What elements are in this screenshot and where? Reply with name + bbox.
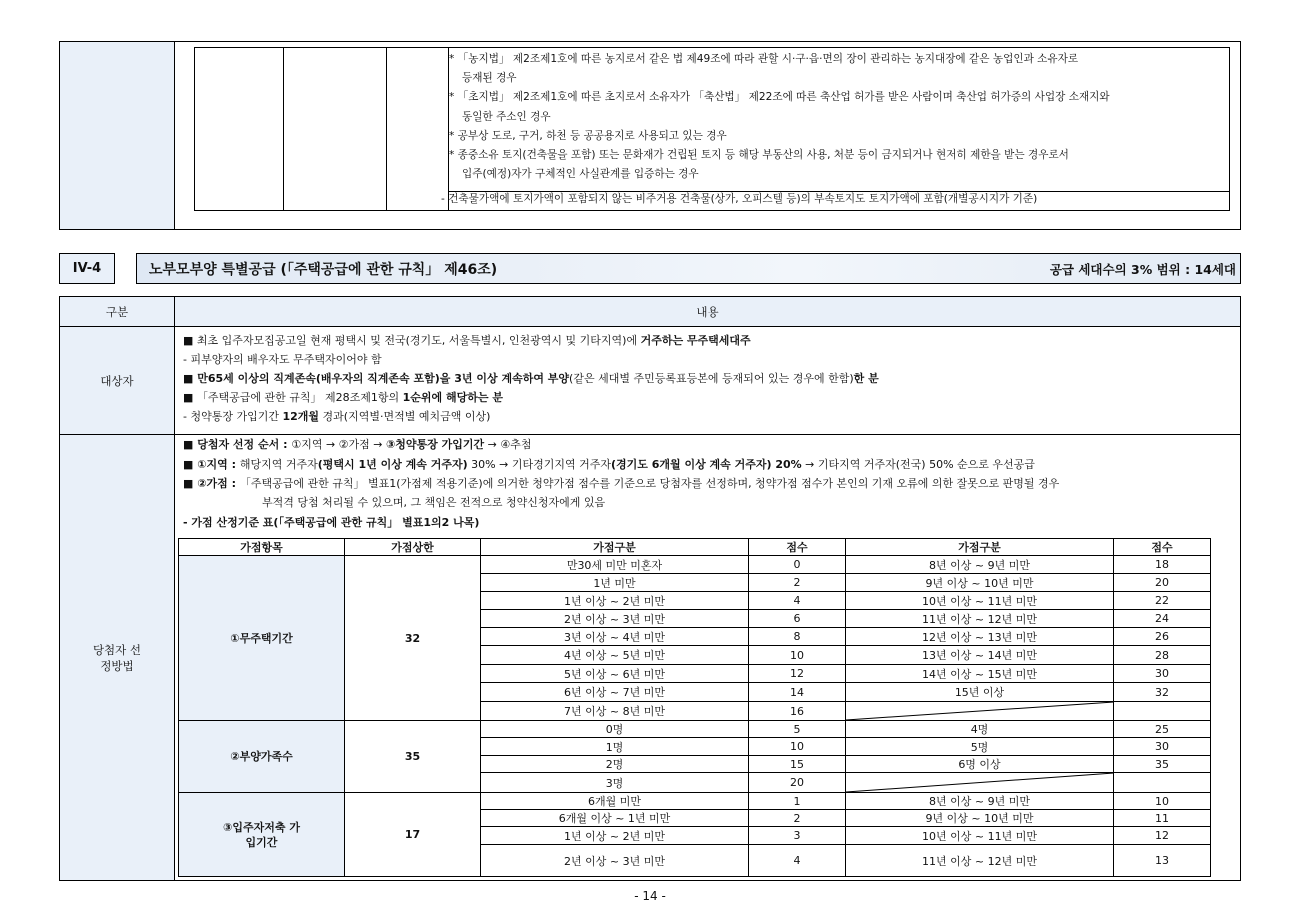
target-line-4: ■ 「주택공급에 관한 규칙」 제28조제1항의 1순위에 해당하는 분 [183, 391, 503, 404]
selection-line-5: - 가점 산정기준 표(「주택공급에 관한 규칙」 별표1의2 나목) [183, 516, 480, 529]
note-line: - 건축물가액에 토지가액이 포함되지 않는 비주거용 건축물(상가, 오피스텔 등)의 부속토지도 토지가액에 포함(개별공시지가 기준) [441, 193, 1038, 205]
score-points: 14 [749, 683, 846, 702]
score-range: 0명 [481, 721, 749, 738]
score-range: 9년 이상 ~ 10년 미만 [846, 574, 1114, 592]
prior-inner-table [194, 47, 1230, 211]
score-range: 1년 미만 [481, 574, 749, 592]
empty-cell [1114, 702, 1210, 721]
score-points: 22 [1114, 592, 1210, 610]
score-range: 12년 이상 ~ 13년 미만 [846, 628, 1114, 646]
score-range: 8년 이상 ~ 9년 미만 [846, 556, 1114, 574]
score-points: 4 [749, 592, 846, 610]
header-category: 구분 [60, 297, 175, 327]
score-range: 1년 이상 ~ 2년 미만 [481, 592, 749, 610]
score-points: 11 [1114, 810, 1210, 827]
score-range: 5년 이상 ~ 6년 미만 [481, 665, 749, 683]
score-points: 3 [749, 827, 846, 845]
diagonal-slash [846, 773, 1114, 792]
score-points: 18 [1114, 556, 1210, 574]
score-range: 10년 이상 ~ 11년 미만 [846, 592, 1114, 610]
score-item-label: ③입주자저축 가입기간 [179, 793, 345, 876]
prior-inner-col [195, 48, 284, 210]
score-range: 13년 이상 ~ 14년 미만 [846, 646, 1114, 665]
score-range: 만30세 미만 미혼자 [481, 556, 749, 574]
score-range: 6명 이상 [846, 756, 1114, 773]
score-range: 4년 이상 ~ 5년 미만 [481, 646, 749, 665]
prior-table-label-cell [60, 42, 175, 229]
score-range: 6개월 미만 [481, 793, 749, 810]
score-range: 14년 이상 ~ 15년 미만 [846, 665, 1114, 683]
score-limit: 17 [345, 793, 481, 876]
score-points: 5 [749, 721, 846, 738]
score-item-label: ②부양가족수 [179, 721, 345, 793]
score-points: 16 [749, 702, 846, 721]
target-label: 대상자 [60, 327, 175, 435]
section-title: 노부모부양 특별공급 (「주택공급에 관한 규칙」 제46조) [149, 261, 498, 278]
target-line-2: - 피부양자의 배우자도 무주택자이어야 함 [183, 353, 382, 366]
score-points: 10 [749, 646, 846, 665]
score-range: 3년 이상 ~ 4년 미만 [481, 628, 749, 646]
empty-cell [1114, 773, 1210, 793]
note-line: * 「농지법」 제2조제1호에 따른 농지로서 같은 법 제49조에 따라 관할 시·구·읍·면의 장이 관리하는 농지대장에 같은 농업인과 소유자로 [449, 53, 1079, 65]
score-range: 2명 [481, 756, 749, 773]
score-range: 11년 이상 ~ 12년 미만 [846, 845, 1114, 876]
score-points: 13 [1155, 854, 1169, 867]
prior-inner-col [284, 48, 387, 210]
section-title-bar [136, 253, 1241, 284]
score-range: 6년 이상 ~ 7년 미만 [481, 683, 749, 702]
score-header: 가점상한 [345, 539, 481, 556]
score-range: 6개월 이상 ~ 1년 미만 [481, 810, 749, 827]
score-limit: 32 [345, 556, 481, 721]
score-points: 10 [749, 738, 846, 756]
score-points: 12 [1114, 827, 1210, 845]
page-number: - 14 - [634, 889, 666, 903]
score-points: 12 [749, 665, 846, 683]
score-points: 2 [749, 574, 846, 592]
selection-line-4: 부적격 당첨 처리될 수 있으며, 그 책임은 전적으로 청약신청자에게 있음 [262, 496, 606, 509]
score-points: 28 [1114, 646, 1210, 665]
header-content: 내용 [175, 297, 1240, 327]
target-content-cell [175, 327, 1240, 435]
score-points: 4 [749, 845, 846, 876]
score-header: 가점구분 [846, 539, 1114, 556]
score-points: 0 [749, 556, 846, 574]
score-header: 점수 [1114, 539, 1210, 556]
score-points: 10 [1114, 793, 1210, 810]
score-points: 15 [749, 756, 846, 773]
selection-label: 당첨자 선정방법 [60, 435, 175, 880]
score-table [178, 538, 1211, 877]
score-points: 20 [749, 773, 846, 793]
prior-table [59, 41, 1241, 230]
supply-count: 공급 세대수의 3% 범위 : 14세대 [1049, 261, 1236, 277]
score-points: 1 [749, 793, 846, 810]
score-range: 2년 이상 ~ 3년 미만 [481, 610, 749, 628]
score-points: 35 [1114, 756, 1210, 773]
score-range: 7년 이상 ~ 8년 미만 [481, 702, 749, 721]
score-range: 4명 [846, 721, 1114, 738]
diagonal-slash [846, 702, 1114, 720]
score-points: 25 [1114, 721, 1210, 738]
note-line: 입주(예정)자가 구체적인 사실관계를 입증하는 경우 [462, 168, 699, 180]
score-points: 2 [749, 810, 846, 827]
score-points: 6 [749, 610, 846, 628]
note-line: * 종중소유 토지(건축물을 포함) 또는 문화재가 건립된 토지 등 해당 부동산의 사용, 처분 등이 금지되거나 현저히 제한을 받는 경우로서 [449, 149, 1069, 161]
score-header: 가점항목 [179, 539, 345, 556]
score-range: 8년 이상 ~ 9년 미만 [846, 793, 1114, 810]
note-line: * 「초지법」 제2조제1호에 따른 초지로서 소유자가 「축산법」 제22조에 따른 축산업 허가를 받은 사람이며 축산업 허가증의 사업장 소재지와 [449, 91, 1110, 103]
score-range: 1명 [481, 738, 749, 756]
score-range: 1년 이상 ~ 2년 미만 [481, 827, 749, 845]
score-points: 30 [1114, 665, 1210, 683]
target-line-3: ■ 만65세 이상의 직계존속(배우자의 직계존속 포함)을 3년 이상 계속하여 부양(같은 세대별 주민등록표등본에 등재되어 있는 경우에 한함)한 분 [183, 372, 879, 385]
score-range: 9년 이상 ~ 10년 미만 [846, 810, 1114, 827]
selection-line-2: ■ ①지역 : 해당지역 거주자(평택시 1년 이상 계속 거주자) 30% → 기타경기지역 거주자(경기도 6개월 이상 계속 거주자) 20% → 기타지역 거주자(전국) 50% 순으로 우선공급 [183, 458, 1035, 471]
target-line-5: - 청약통장 가입기간 12개월 경과(지역별·면적별 예치금액 이상) [183, 410, 491, 423]
score-points: 8 [749, 628, 846, 646]
score-range: 5명 [846, 738, 1114, 756]
score-points: 24 [1114, 610, 1210, 628]
score-range: 2년 이상 ~ 3년 미만 [481, 845, 749, 876]
score-range: 15년 이상 [846, 683, 1114, 702]
score-points: 30 [1114, 738, 1210, 756]
score-points: 20 [1114, 574, 1210, 592]
note-line: 등재된 경우 [462, 72, 517, 84]
target-line-1: ■ 최초 입주자모집공고일 현재 평택시 및 전국(경기도, 서울특별시, 인천광역시 및 기타지역)에 거주하는 무주택세대주 [183, 334, 751, 347]
score-range: 3명 [481, 773, 749, 793]
note-line: 동일한 주소인 경우 [462, 111, 551, 123]
score-range: 11년 이상 ~ 12년 미만 [846, 610, 1114, 628]
selection-line-1: ■ 당첨자 선정 순서 : ①지역 → ②가점 → ③청약통장 가입기간 → ④추첨 [183, 438, 532, 451]
prior-inner-col [387, 48, 449, 210]
score-header: 가점구분 [481, 539, 749, 556]
note-line: * 공부상 도로, 구거, 하천 등 공공용지로 사용되고 있는 경우 [449, 130, 727, 142]
score-header: 점수 [749, 539, 846, 556]
section-number: IV-4 [59, 253, 115, 284]
score-range: 10년 이상 ~ 11년 미만 [846, 827, 1114, 845]
score-limit: 35 [345, 721, 481, 793]
score-points: 32 [1114, 683, 1210, 702]
score-points: 26 [1114, 628, 1210, 646]
score-item-label: ①무주택기간 [179, 556, 345, 721]
selection-line-3: ■ ②가점 : 「주택공급에 관한 규칙」 별표1(가점제 적용기준)에 의거한 청약가점 점수를 기준으로 당첨자를 선정하며, 청약가점 점수가 본인의 기재 오류에 의한 잘못으로 판명될 경우 [183, 477, 1060, 490]
